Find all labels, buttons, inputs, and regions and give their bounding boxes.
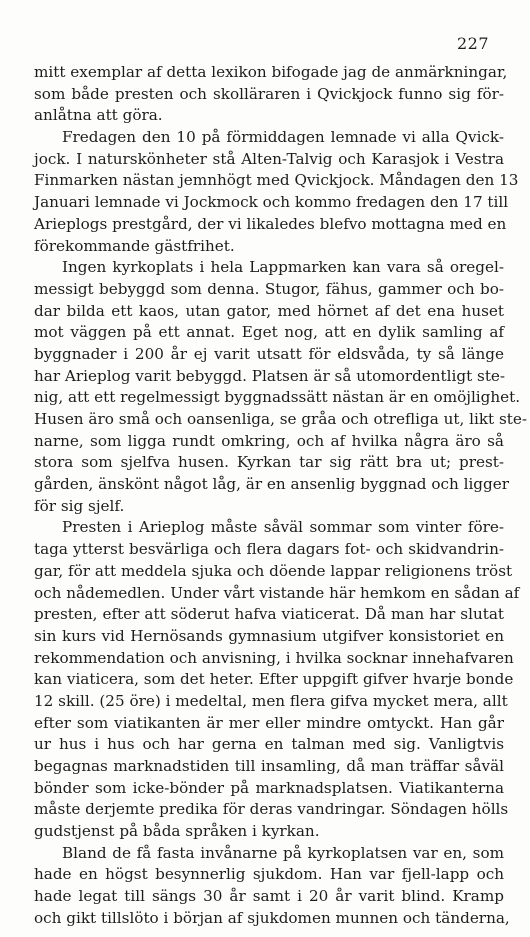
text-line: Husen äro små och oansenliga, se gråa och otrefliga ut, likt ste- [34, 410, 528, 428]
text-line: måste derjemte predika för deras vandringar. Söndagen hölls [34, 800, 509, 819]
text-line: Finmarken nästan jemnhögt med Qvickjock. Måndagen den 13 [34, 171, 519, 190]
text-line: nig, att ett regelmessigt byggnadssätt nästan är en omöjlighet. [34, 388, 521, 407]
text-line: Presten i Arieplog måste såväl sommar som vinter före- [62, 518, 504, 537]
body-text [34, 62, 528, 930]
text-line: förekommande gästfrihet. [34, 236, 235, 255]
text-line: Ingen kyrkoplats i hela Lappmarken kan vara så oregel- [62, 258, 504, 277]
text-line: hade legat till sängs 30 år samt i 20 år varit blind. Kramp [34, 887, 504, 906]
text-line: mot väggen på ett annat. Eget nog, att en dylik samling af [34, 323, 504, 342]
text-line: efter som viatikanten är mer eller mindre omtyckt. Han går [34, 713, 504, 732]
text-line: har Arieplog varit bebyggd. Platsen är så utomordentligt ste- [34, 366, 506, 385]
text-line: byggnader i 200 år ej varit utsatt för eldsvåda, ty så länge [34, 344, 504, 363]
text-line: mitt exemplar af detta lexikon bifogade jag de anmärkningar, [34, 63, 508, 81]
text-line: och nådemedlen. Under vårt vistande här hemkom en sådan af [34, 583, 520, 602]
text-line: presten, efter att söderut hafva viaticerat. Då man har slutat [34, 605, 504, 624]
text-line: dar bilda ett kaos, utan gator, med hörnet af det ena huset [34, 301, 504, 320]
text-line: kan viaticera, som det heter. Efter uppgift gifver hvarje bonde [34, 670, 514, 689]
text-line: och gikt tillslöto i början af sjukdomen munnen och tänderna, [34, 908, 510, 927]
text-line: Arieplogs prestgård, der vi likaledes blefvo mottagna med en [34, 214, 507, 233]
text-line: Fredagen den 10 på förmiddagen lemnade vi alla Qvick- [62, 128, 504, 147]
text-line: sin kurs vid Hernösands gymnasium utgifver konsistoriet en [34, 626, 504, 645]
page-number: 227 [457, 34, 490, 53]
text-line: narne, som ligga rundt omkring, och af hvilka några äro så [34, 431, 504, 450]
text-line: för sig sjelf. [34, 496, 125, 515]
text-line: taga ytterst besvärliga och flera dagars fot- och skidvandrin- [34, 540, 504, 559]
text-line: anlåtna att göra. [34, 106, 163, 125]
text-line: gården, änskönt något låg, är en ansenlig byggnad och ligger [34, 475, 509, 494]
text-line: gudstjenst på båda språken i kyrkan. [34, 822, 320, 841]
text-line: stora som sjelfva husen. Kyrkan tar sig rätt bra ut; prest- [34, 453, 504, 472]
text-line: gar, för att meddela sjuka och döende lappar religionens tröst [34, 561, 513, 580]
text-line: 12 skill. (25 öre) i medeltal, men flera gifva mycket mera, allt [34, 691, 508, 710]
text-line: hade en högst besynnerlig sjukdom. Han var fjell-lapp och [34, 865, 504, 884]
text-line: begagnas marknadstiden till insamling, då man träffar såväl [34, 757, 504, 775]
text-line: Bland de få fasta invånarne på kyrkoplatsen var en, som [62, 843, 504, 862]
text-line: som både presten och skolläraren i Qvickjock funno sig för- [34, 84, 504, 103]
text-line: bönder som icke-bönder på marknadsplatsen. Viatikanterna [34, 778, 504, 797]
text-line: jock. I naturskönheter stå Alten-Talvig och Karasjok i Vestra [34, 149, 504, 168]
text-line: rekommendation och anvisning, i hvilka socknar innehafvaren [34, 648, 514, 667]
text-line: messigt bebyggd som denna. Stugor, fähus, gammer och bo- [34, 279, 504, 298]
text-line: ur hus i hus och har gerna en talman med sig. Vanligtvis [34, 735, 504, 754]
text-line: Januari lemnade vi Jockmock och kommo fredagen den 17 till [34, 193, 509, 212]
